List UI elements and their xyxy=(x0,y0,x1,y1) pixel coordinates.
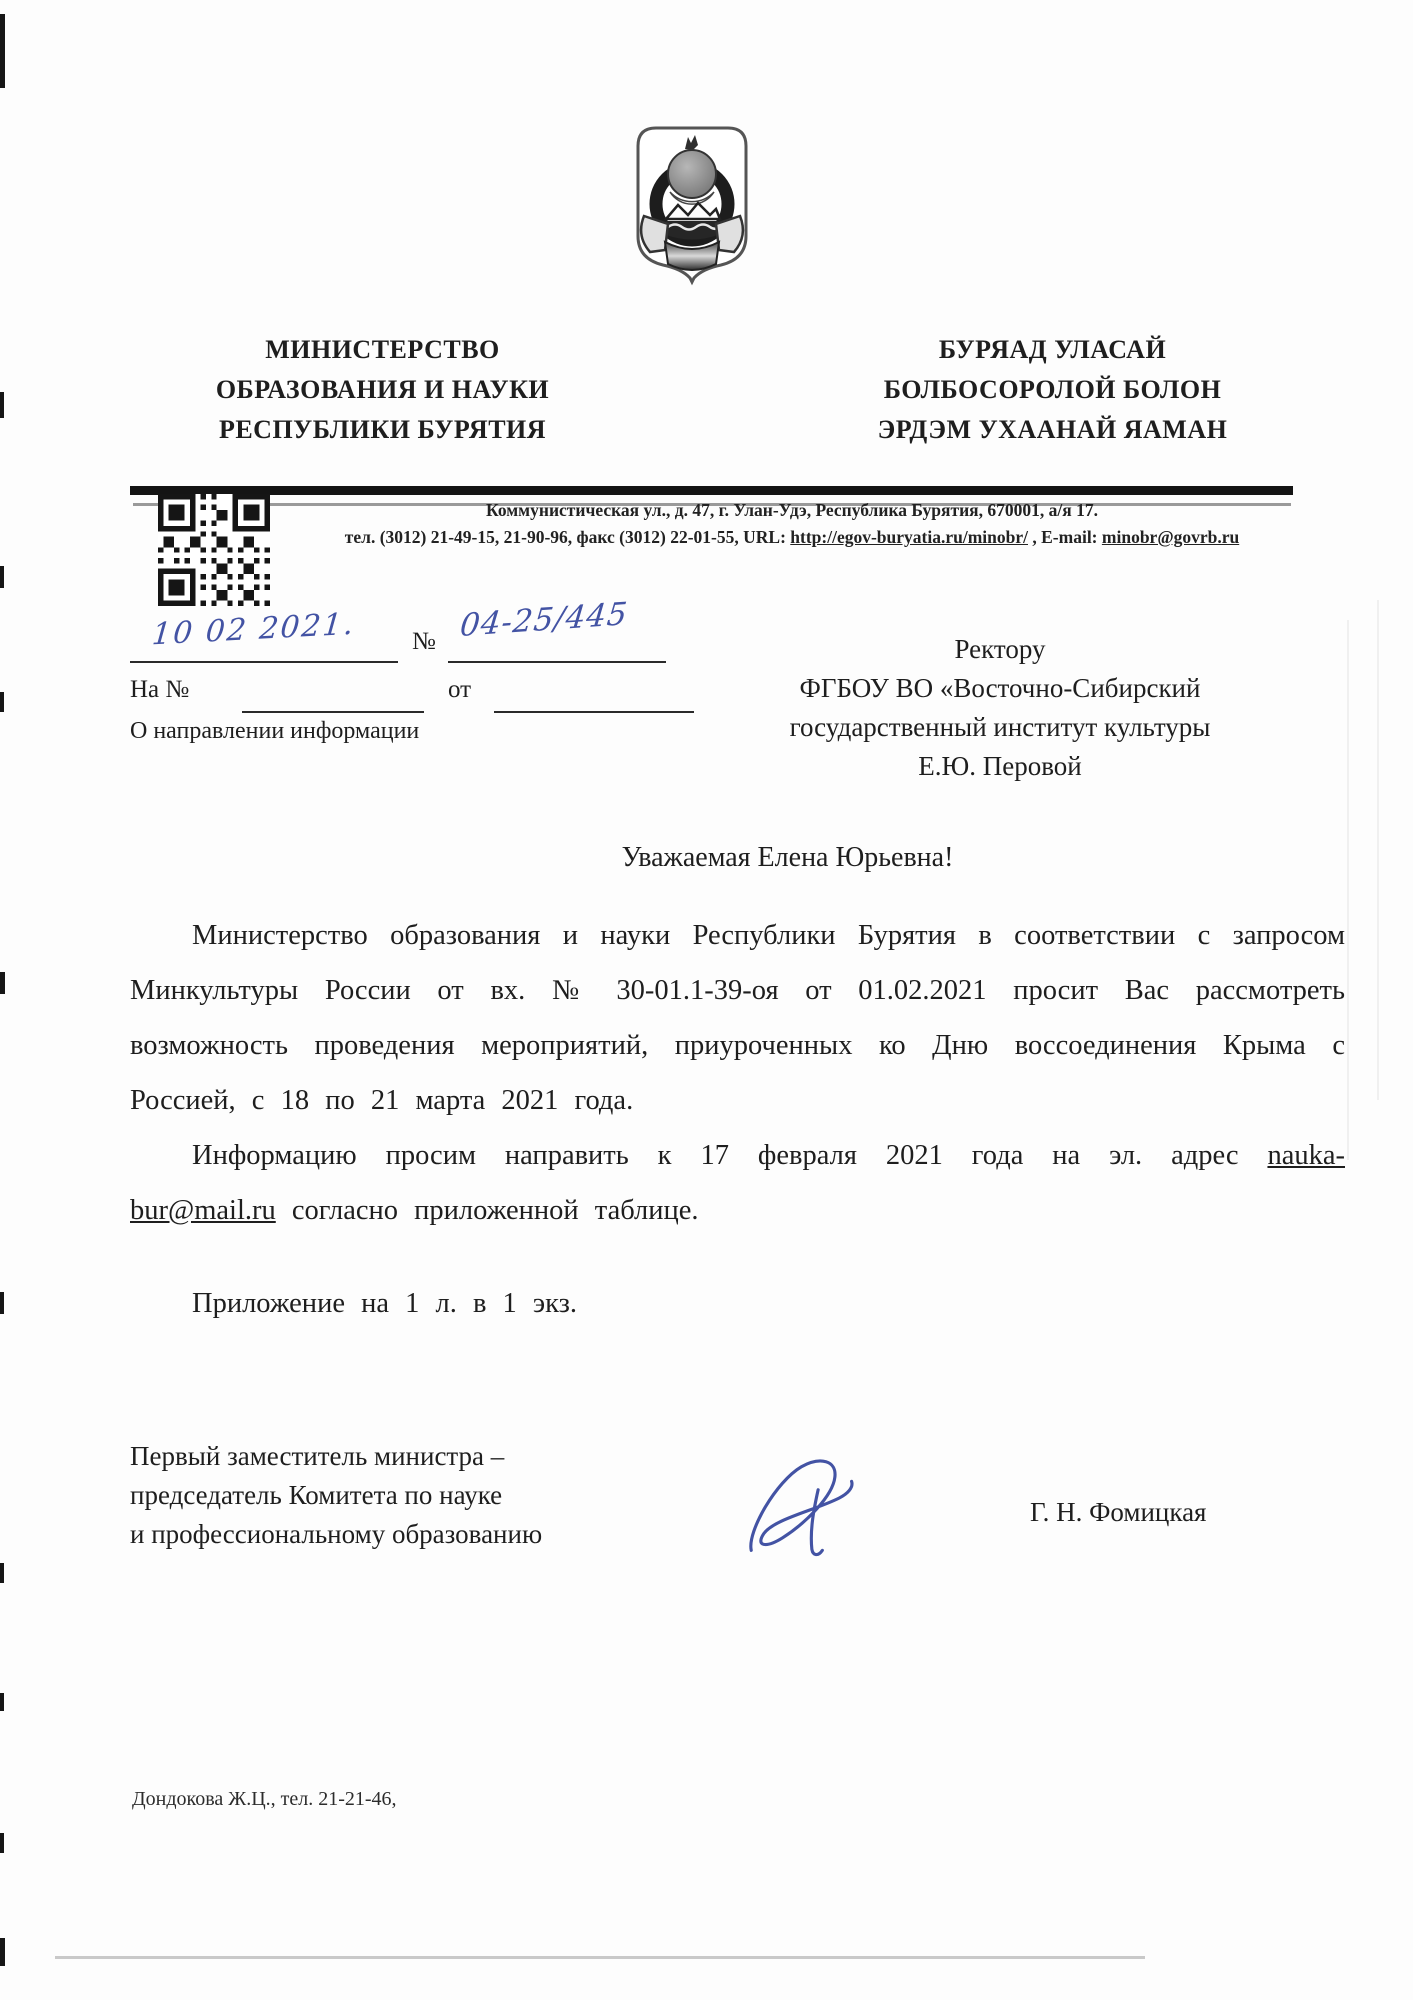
scan-artifact xyxy=(0,1292,4,1314)
contact-phones xyxy=(272,524,1312,551)
number-blank-line xyxy=(448,660,666,663)
scan-artifact xyxy=(0,1563,4,1583)
signer-name: Г. Н. Фомицкая xyxy=(1030,1497,1207,1527)
ministry-name-ru xyxy=(130,330,635,450)
letter-body xyxy=(130,908,1345,1331)
scan-artifact xyxy=(1377,600,1379,1100)
scan-artifact xyxy=(1347,620,1349,1160)
contact-phones-text: тел. (3012) 21-49-15, 21-90-96, факс (3012) 22-01-55, URL: xyxy=(344,527,791,547)
date-blank-line xyxy=(130,660,398,663)
qr-code xyxy=(158,494,270,606)
paragraph-2-tail: согласно приложенной таблице. xyxy=(275,1195,699,1226)
scan-artifact xyxy=(0,566,4,588)
ministry-name-ru-line2: ОБРАЗОВАНИЯ И НАУКИ xyxy=(215,375,550,404)
reply-number-blank-line xyxy=(242,710,424,713)
ministry-name-buryat-line3: ЭРДЭМ УХААНАЙ ЯАМАН xyxy=(877,415,1228,444)
scan-artifact xyxy=(0,1693,4,1711)
scan-artifact xyxy=(0,1938,5,1966)
outgoing-date-handwritten: 10 02 2021. xyxy=(150,606,357,653)
contact-url-link[interactable]: http://egov-buryatia.ru/minobr/ xyxy=(790,527,1028,547)
contact-email-link[interactable]: minobr@govrb.ru xyxy=(1101,527,1240,547)
scan-artifact xyxy=(0,392,4,418)
scan-artifact-bottom-line xyxy=(55,1956,1145,1959)
addressee-position: Ректору xyxy=(954,634,1046,664)
executor-contact: Дондокова Ж.Ц., тел. 21-21-46, xyxy=(132,1788,397,1810)
contact-address: Коммунистическая ул., д. 47, г. Улан-Удэ, Республика Бурятия, 670001, а/я 17. xyxy=(486,500,1098,520)
coat-of-arms-buryatia-icon xyxy=(622,116,762,306)
ministry-name-ru-line3: РЕСПУБЛИКИ БУРЯТИЯ xyxy=(218,415,547,444)
scan-artifact xyxy=(0,972,5,994)
scan-artifact xyxy=(0,692,4,712)
addressee-org-line1: ФГБОУ ВО «Восточно-Сибирский xyxy=(799,673,1201,703)
signer-title-line2: председатель Комитета по науке xyxy=(130,1480,503,1510)
paragraph-2 xyxy=(130,1128,1345,1238)
addressee-org-line2: государственный институт культуры xyxy=(789,712,1211,742)
ministry-name-buryat-line1: БУРЯАД УЛАСАЙ xyxy=(938,335,1167,364)
scan-artifact xyxy=(0,1833,4,1853)
paragraph-2-text: Информацию просим направить к 17 февраля 2021 года на эл. адрес xyxy=(192,1140,1268,1171)
signature-scribble xyxy=(735,1450,895,1565)
header-separator-thick xyxy=(130,486,1293,495)
signer-title-line1: Первый заместитель министра – xyxy=(130,1441,505,1471)
signer-title xyxy=(130,1437,780,1554)
reply-from-label: от xyxy=(448,676,472,703)
outgoing-number-handwritten: 04-25/445 xyxy=(458,595,630,645)
number-sign: № xyxy=(412,628,436,655)
letter-subject: О направлении информации xyxy=(130,718,420,744)
salutation: Уважаемая Елена Юрьевна! xyxy=(621,842,954,873)
contact-info xyxy=(272,497,1312,551)
ministry-name-buryat xyxy=(805,330,1300,450)
contact-email-label: , E-mail: xyxy=(1028,527,1102,547)
reply-date-blank-line xyxy=(494,710,694,713)
ministry-name-buryat-line2: БОЛБОСОРОЛОЙ БОЛОН xyxy=(883,375,1222,404)
addressee-person: Е.Ю. Перовой xyxy=(918,751,1082,781)
reply-email-link[interactable]: nauka-bur@mail.ru xyxy=(130,1140,1345,1226)
scan-artifact xyxy=(0,14,5,88)
attachment-note: Приложение на 1 л. в 1 экз. xyxy=(192,1288,578,1319)
signer-title-line3: и профессиональному образованию xyxy=(130,1519,543,1549)
reply-to-number-label: На № xyxy=(130,676,190,703)
ministry-name-ru-line1: МИНИСТЕРСТВО xyxy=(265,335,500,364)
paragraph-1: Министерство образования и науки Республики Бурятия в соответствии с запросом Минкультуры России от вх. № 30-01.1-39-оя от 01.02.2021 просит Вас рассмотреть возможность проведения мероприятий, приуроченных ко Дню воссоединения Крыма с Россией, с 18 по 21 марта 2021 года. xyxy=(130,920,1345,1116)
addressee-block xyxy=(700,630,1300,786)
